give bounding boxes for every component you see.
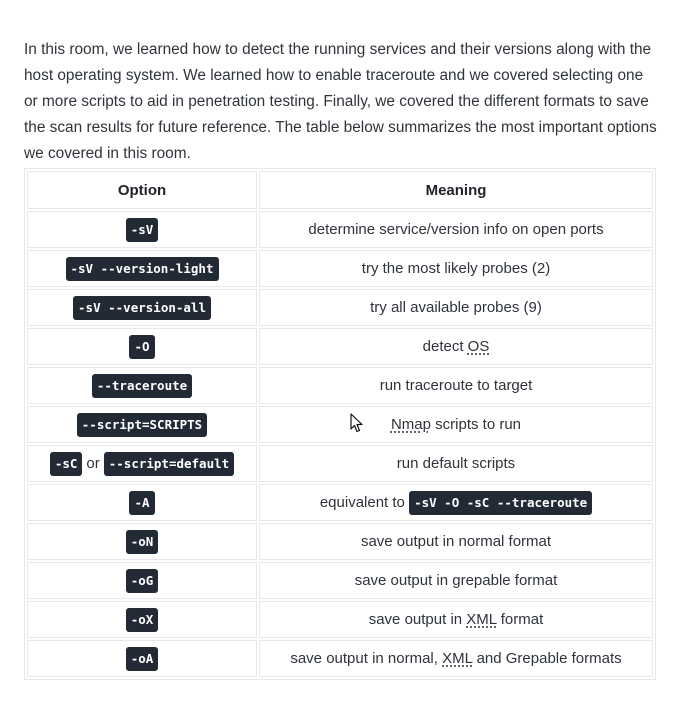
option-code: -sV --version-light (66, 257, 219, 281)
meaning-cell: save output in grepable format (259, 562, 653, 599)
meaning-cell (259, 640, 653, 677)
option-cell (27, 601, 257, 638)
option-cell (27, 289, 257, 326)
option-cell (27, 484, 257, 521)
table-row (27, 289, 653, 326)
meaning-cell: run default scripts (259, 445, 653, 482)
meaning-text: save output in (368, 611, 467, 628)
option-separator: or (86, 455, 100, 472)
meaning-text: detect (422, 338, 468, 355)
options-summary-table (24, 168, 656, 680)
header-option: Option (27, 171, 257, 209)
abbreviation: XML (442, 650, 473, 667)
option-code: -A (129, 491, 154, 515)
table-row (27, 328, 653, 365)
meaning-text: and Grepable formats (472, 650, 622, 667)
meaning-cell: determine service/version info on open ports (259, 211, 653, 248)
option-cell (27, 445, 257, 482)
intro-paragraph: In this room, we learned how to detect the running services and their versions along with the host operating system. We learned how to enable traceroute and we covered selecting one or more scripts to aid in penetration testing. Finally, we covered the different formats to save the scan results for future reference. The table below summarizes the most important options we covered in this room. (24, 41, 657, 163)
table-row (27, 406, 653, 443)
meaning-cell: try the most likely probes (2) (259, 250, 653, 287)
option-code: -oN (126, 530, 159, 554)
meaning-text: scripts to run (430, 416, 522, 433)
meaning-text: format (496, 611, 544, 628)
option-cell (27, 523, 257, 560)
option-cell (27, 328, 257, 365)
option-cell (27, 367, 257, 404)
abbreviation: Nmap (390, 416, 431, 433)
meaning-cell (259, 328, 653, 365)
option-code: --script=default (104, 452, 234, 476)
option-code: -oX (126, 608, 159, 632)
option-code: -sC (50, 452, 83, 476)
option-code: --traceroute (92, 374, 192, 398)
abbreviation: XML (466, 611, 497, 628)
table-row (27, 211, 653, 248)
meaning-cell: run traceroute to target (259, 367, 653, 404)
option-cell (27, 211, 257, 248)
meaning-text: equivalent to (319, 493, 405, 511)
meaning-cell (259, 484, 653, 521)
option-code: -sV (126, 218, 159, 242)
table-row (27, 367, 653, 404)
meaning-cell: try all available probes (9) (259, 289, 653, 326)
meaning-cell (259, 601, 653, 638)
option-cell (27, 640, 257, 677)
option-code: -sV --version-all (73, 296, 211, 320)
option-cell (27, 406, 257, 443)
table-row (27, 562, 653, 599)
option-cell (27, 250, 257, 287)
meaning-cell (259, 406, 653, 443)
table-row (27, 523, 653, 560)
table-row (27, 640, 653, 677)
header-meaning: Meaning (259, 171, 653, 209)
table-row (27, 445, 653, 482)
option-code: -oA (126, 647, 159, 671)
option-code: --script=SCRIPTS (77, 413, 207, 437)
option-code: -oG (126, 569, 159, 593)
option-code: -O (129, 335, 154, 359)
table-row (27, 601, 653, 638)
mouse-pointer-icon (350, 413, 364, 433)
abbreviation: OS (467, 338, 490, 355)
table-row (27, 250, 653, 287)
meaning-cell: save output in normal format (259, 523, 653, 560)
table-header-row (27, 171, 653, 209)
option-cell (27, 562, 257, 599)
meaning-code: -sV -O -sC --traceroute (409, 491, 592, 515)
table-row (27, 484, 653, 521)
meaning-text: save output in normal, (290, 650, 443, 667)
